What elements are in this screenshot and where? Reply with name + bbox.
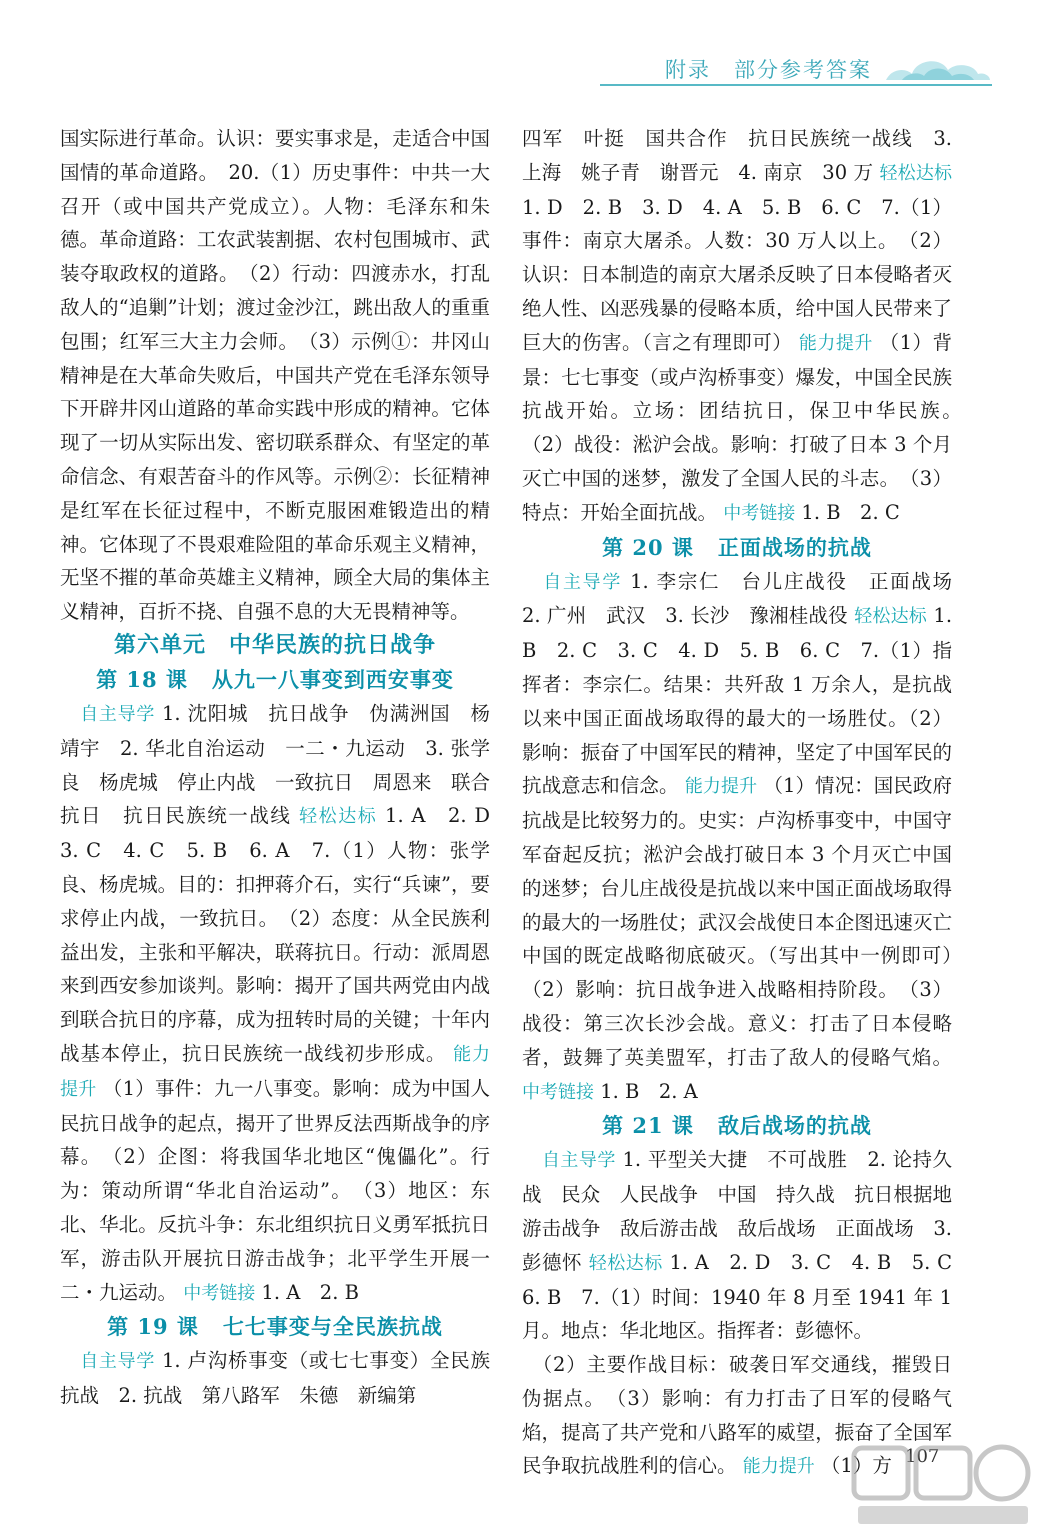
lesson-name: 从九一八事变到西安事变 bbox=[211, 666, 454, 692]
section-tag: 能力提升 bbox=[684, 776, 758, 798]
lesson-21-title bbox=[522, 1109, 952, 1143]
section-tag: 中考链接 bbox=[522, 1081, 594, 1103]
unit-title: 第六单元 中华民族的抗日战争 bbox=[113, 632, 436, 658]
answer-text: 四军 叶挺 国共合作 抗日民族统一战线 3. 上海 姚子青 谢晋元 4. 南京 30 万 bbox=[522, 127, 952, 184]
answer-text: 1. 沈阳城 抗日战争 伪满洲国 杨靖宇 2. 华北自治运动 一二・九运动 3. 张学良 杨虎城 停止内战 一致抗日 周恩来 联合抗日 抗日民族统一战线 bbox=[60, 701, 490, 828]
cloud-icon bbox=[882, 52, 992, 82]
lesson-19-answers-cont bbox=[522, 122, 972, 531]
lesson-number: 第 21 课 bbox=[602, 1113, 694, 1139]
lesson-number: 第 19 课 bbox=[107, 1314, 199, 1340]
answer-text: 1. A 2. B bbox=[261, 1280, 359, 1304]
section-tag: 能力提升 bbox=[742, 1456, 815, 1478]
answer-text: 1. 卢沟桥事变（或七七事变）全民族抗战 2. 抗战 第八路军 朱德 新编第 bbox=[60, 1349, 490, 1408]
section-tag: 轻松达标 bbox=[854, 606, 927, 628]
lesson-21-answers bbox=[522, 1143, 972, 1348]
left-column bbox=[60, 122, 510, 1413]
answer-text: 1. D 2. B 3. D 4. A 5. B 6. C 7.（1）事件：南京大屠杀。人数：30 万人以上。 （2）认识：日本制造的南京大屠杀反映了日本侵略者灭绝人性、凶恶残暴的侵略本质，给中国人民带来了巨大的伤害。（言之有理即可） bbox=[522, 195, 952, 354]
watermark-logo bbox=[848, 1440, 1038, 1530]
answer-paragraph: 国实际进行革命。认识：要实事求是，走适合中国国情的革命道路。 20.（1）历史事件：中共一大召开（或中国共产党成立）。人物：毛泽东和朱德。革命道路：工农武装割据、农村包围城市、武装夺取政权的道路。 （2）行动：四渡赤水，打乱敌人的“追剿”计划；渡过金沙江，跳出敌人的重重包围；红军三大主力会师。 （3）示例①：井冈山精神是在大革命失败后，中国共产党在毛泽东领导下开辟井冈山道路的革命实践中形成的精神。它体现了一切从实际出发、密切联系群众、有坚定的革命信念、有艰苦奋斗的作风等。示例②：长征精神是红军在长征过程中，不断克服困难锻造出的精神。它体现了不畏艰难险阻的革命乐观主义精神，无坚不摧的革命英雄主义精神，顾全大局的集体主义精神，百折不挠、自强不息的大无畏精神等。 bbox=[60, 127, 490, 624]
answer-text: 1. B 2. A bbox=[600, 1079, 698, 1103]
section-tag: 轻松达标 bbox=[299, 806, 378, 828]
lesson-name: 七七事变与全民族抗战 bbox=[222, 1314, 443, 1340]
answer-text: （1）事件：九一八事变。影响：成为中国人民抗日战争的起点，揭开了世界反法西斯战争的序幕。 （2）企图：将我国华北地区“傀儡化”。行为：策动所谓“华北自治运动”。 （3）地区：东北、华北。反抗斗争：东北组织抗日义勇军抵抗日军，游击队开展抗日游击战争；北平学生开展一二・九运动。 bbox=[60, 1076, 490, 1304]
section-tag: 自主导学 bbox=[80, 1351, 156, 1373]
answer-text: 1. A 2. D 3. C 4. C 5. B 6. A 7.（1）人物：张学良、杨虎城。目的：扣押蒋介石，实行“兵谏”，要求停止内战，一致抗日。 （2）态度：从全民族利益出发，主张和平解决，联蒋抗日。行动：派周恩来到西安参加谈判。影响：揭开了国共两党由内战到联合抗日的序幕，成为扭转时局的关键；十年内战基本停止，抗日民族统一战线初步形成。 bbox=[60, 804, 510, 1065]
answer-text: （1）背景：七七事变（或卢沟桥事变）爆发，中国全民族抗战开始。立场：团结抗日，保卫中华民族。 （2）战役：淞沪会战。影响：打破了日本 3 个月灭亡中国的迷梦，激发了全国人民的斗志。 （3）特点：开始全面抗战。 bbox=[522, 330, 972, 524]
lesson-18-answers bbox=[60, 697, 510, 1310]
right-column bbox=[522, 122, 972, 1484]
lesson-19-answers bbox=[60, 1344, 490, 1413]
section-tag: 自主导学 bbox=[541, 1150, 616, 1172]
lesson-18-title bbox=[60, 663, 490, 697]
section-tag: 自主导学 bbox=[543, 571, 623, 593]
answer-text: 1. B 2. C 3. C 4. D 5. B 6. C 7.（1）指挥者：李宗仁。结果：共歼敌 1 万余人，是抗战以来中国正面战场取得的最大的一场胜仗。（2）影响：振奋了中国军民的精神，坚定了中国军民的抗战意志和信念。 bbox=[522, 604, 953, 798]
section-tag: 中考链接 bbox=[723, 502, 796, 524]
lesson-number: 第 20 课 bbox=[602, 534, 694, 560]
section-tag: 轻松达标 bbox=[879, 162, 952, 184]
section-tag: 能力提升 bbox=[798, 332, 873, 354]
answer-text: 1. 李宗仁 台儿庄战役 正面战场 2. 广州 武汉 3. 长沙 豫湘桂战役 bbox=[522, 569, 972, 628]
section-tag: 中考链接 bbox=[183, 1282, 256, 1304]
header-title: 附录 部分参考答案 bbox=[665, 58, 872, 82]
answer-text: （1）方 bbox=[820, 1454, 892, 1478]
lesson-20-answers bbox=[522, 565, 972, 1110]
lesson-name: 正面战场的抗战 bbox=[717, 534, 872, 560]
section-tag: 轻松达标 bbox=[588, 1252, 663, 1274]
answer-text: （2）主要作战目标：破袭日军交通线，摧毁日伪据点。 （3）影响：有力打击了日军的侵略气焰，提高了共产党和八路军的威望，振奋了全国军民争取抗战胜利的信心。 bbox=[522, 1353, 952, 1478]
page-number: 107 bbox=[905, 1446, 940, 1467]
answer-text: 1. B 2. C bbox=[801, 500, 900, 524]
answer-text: （1）情况：国民政府抗战是比较努力的。史实：卢沟桥事变中，中国守军奋起反抗；淞沪会战打破日本 3 个月灭亡中国的迷梦；台儿庄战役是抗战以来中国正面战场取得的最大的一场胜仗；武汉会战使日本企图迅速灭亡中国的既定战略彻底破灭。（写出其中一例即可） （2）影响：抗日战争进入战略相持阶段。 （3）战役：第三次长沙会战。意义：打击了日本侵略者，鼓舞了英美盟军，打击了敌人的侵略气焰。 bbox=[522, 774, 972, 1069]
section-tag: 能力提升 bbox=[60, 1043, 490, 1100]
answer-text: 1. A 2. D 3. C 4. B 5. C 6. B 7.（1）时间：1940 年 8 月至 1941 年 1 月。地点：华北地区。指挥者：彭德怀。 bbox=[522, 1250, 972, 1343]
lesson-name: 敌后战场的抗战 bbox=[717, 1113, 872, 1139]
answer-text: 1. 平型关大捷 不可战胜 2. 论持久战 民众 人民战争 中国 持久战 抗日根据地 游击战争 敌后游击战 敌后战场 正面战场 3. 彭德怀 bbox=[522, 1148, 972, 1274]
header-rule bbox=[600, 84, 992, 86]
page-header bbox=[600, 48, 992, 86]
section-tag: 自主导学 bbox=[80, 703, 156, 725]
lesson-number: 第 18 课 bbox=[96, 666, 188, 692]
lesson-19-title bbox=[60, 1310, 490, 1344]
lesson-20-title bbox=[522, 531, 952, 565]
